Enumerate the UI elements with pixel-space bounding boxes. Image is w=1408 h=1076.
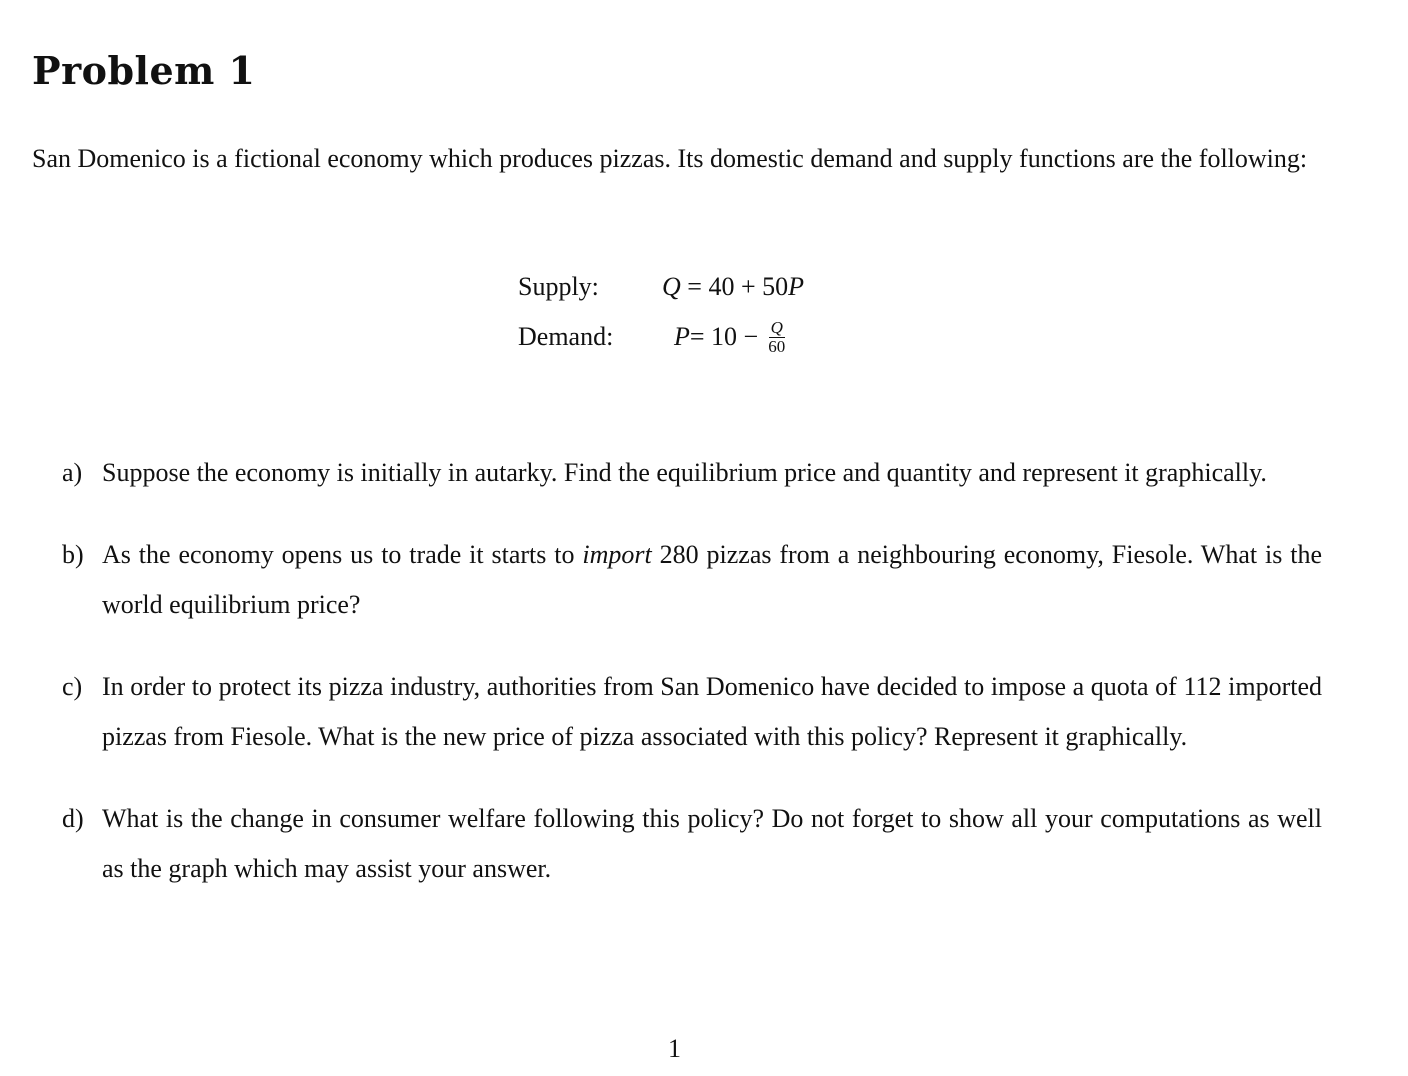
demand-equation: [518, 312, 804, 362]
page-number: 1: [668, 1034, 681, 1063]
supply-equation: [518, 262, 804, 312]
supply-expression: [662, 272, 804, 302]
question-text: [102, 530, 1322, 630]
question-a: [62, 448, 1322, 498]
supply-label: Supply:: [518, 272, 599, 301]
question-d: [62, 794, 1322, 894]
question-b: [62, 530, 1322, 630]
fraction-numerator: Q: [770, 317, 783, 337]
supply-rhs: = 40 + 50: [680, 272, 789, 301]
question-text-part: As the economy opens us to trade it starts to: [102, 540, 583, 569]
demand-expression: [674, 319, 787, 356]
demand-rhs: = 10 −: [689, 322, 759, 351]
demand-label: Demand:: [518, 322, 614, 351]
demand-p-var: P: [674, 322, 690, 351]
question-text: What is the change in consumer welfare following this policy? Do not forget to show all your computations as well as the graph which may assist your answer.: [102, 804, 1322, 883]
equation-block: [518, 262, 804, 362]
problem-title: Problem 1: [32, 48, 256, 93]
question-list: [62, 448, 1322, 926]
intro-paragraph: San Domenico is a fictional economy which produces pizzas. Its domestic demand and supply functions are the following:: [32, 144, 1308, 173]
question-label: c): [62, 672, 83, 701]
demand-fraction: [766, 319, 787, 356]
question-c: [62, 662, 1322, 762]
supply-p-var: P: [788, 272, 804, 301]
supply-q-var: Q: [662, 272, 681, 301]
question-label: a): [62, 458, 83, 487]
question-emphasis: import: [582, 540, 652, 569]
question-label: d): [62, 804, 84, 833]
question-label: b): [62, 540, 84, 569]
question-text: In order to protect its pizza industry, authorities from San Domenico have decided to impose a quota of 112 imported pizzas from Fiesole. What is the new price of pizza associated with this policy? Represent it graphically.: [102, 672, 1322, 751]
question-text: Suppose the economy is initially in autarky. Find the equilibrium price and quantity and represent it graphically.: [102, 458, 1267, 487]
question-text-part: 280 pizzas from a neighbouring economy, Fiesole. What is the world equilibrium price?: [102, 540, 1322, 619]
fraction-denominator: 60: [768, 336, 786, 356]
